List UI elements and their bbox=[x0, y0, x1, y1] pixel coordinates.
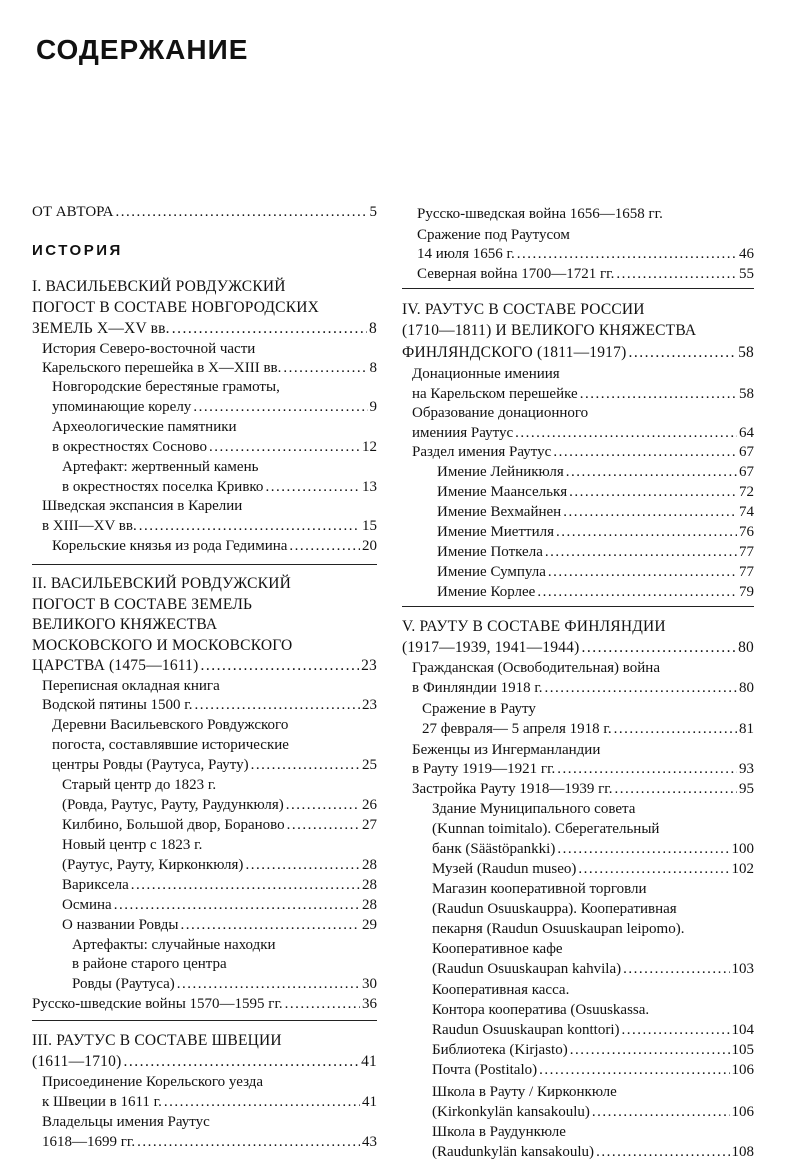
dot-leader bbox=[193, 398, 367, 417]
toc-entry-title: Кооперативная касса. bbox=[432, 982, 570, 998]
toc-entry bbox=[42, 677, 377, 696]
toc-entry bbox=[432, 960, 754, 979]
toc-entry-title: Магазин кооперативной торговли bbox=[432, 881, 647, 897]
toc-entry bbox=[432, 981, 754, 1000]
toc-entry bbox=[437, 503, 754, 522]
chapter-heading-line bbox=[402, 321, 754, 340]
toc-entry bbox=[412, 404, 754, 423]
toc-entry-title: Раздел имения Раутус bbox=[412, 444, 552, 460]
toc-entry bbox=[412, 780, 754, 799]
toc-entry bbox=[62, 916, 377, 935]
toc-entry bbox=[72, 936, 377, 955]
section-divider bbox=[402, 288, 754, 289]
dot-leader bbox=[537, 583, 737, 602]
toc-page-number: 55 bbox=[739, 266, 754, 282]
toc-entry-title: Осмина bbox=[62, 897, 112, 913]
dot-leader bbox=[578, 860, 729, 879]
toc-entry-title: в районе старого центра bbox=[72, 956, 227, 972]
toc-entry-title: Владельцы имения Раутус bbox=[42, 1114, 210, 1130]
toc-entry-title: Карельского перешейка в X—XIII вв. bbox=[42, 360, 282, 376]
chapter-heading-line bbox=[32, 656, 377, 675]
toc-entry-title: Сражение в Рауту bbox=[422, 701, 536, 717]
dot-leader bbox=[123, 1052, 359, 1071]
toc-entry bbox=[412, 385, 754, 404]
toc-entry-title: III. РАУТУС В СОСТАВЕ ШВЕЦИИ bbox=[32, 1032, 282, 1049]
toc-page-number: 8 bbox=[369, 320, 377, 337]
toc-entry bbox=[417, 226, 754, 245]
toc-page-number: 25 bbox=[362, 757, 377, 773]
toc-entry bbox=[42, 1113, 377, 1132]
toc-entry-title: в XIII—XV вв. bbox=[42, 518, 137, 534]
toc-entry-title: Русско-шведские войны 1570—1595 гг. bbox=[32, 996, 283, 1012]
section-heading bbox=[32, 241, 377, 260]
chapter-heading-line bbox=[402, 300, 754, 319]
toc-entry-title: Кооперативное кафе bbox=[432, 941, 563, 957]
toc-entry-title: Гражданская (Освободительная) война bbox=[412, 660, 660, 676]
dot-leader bbox=[245, 856, 360, 875]
toc-entry-title: Школа в Раудункюле bbox=[432, 1124, 566, 1140]
toc-entry-title: ИСТОРИЯ bbox=[32, 242, 123, 259]
toc-entry-title: Археологические памятники bbox=[52, 419, 237, 435]
toc-entry bbox=[417, 245, 754, 264]
toc-entry bbox=[72, 955, 377, 974]
toc-entry-title: О названии Ровды bbox=[62, 917, 179, 933]
toc-page-number: 41 bbox=[362, 1094, 377, 1110]
toc-entry-title: 1618—1699 гг. bbox=[42, 1134, 136, 1150]
toc-entry bbox=[62, 876, 377, 895]
dot-leader bbox=[251, 756, 360, 775]
dot-leader bbox=[614, 720, 737, 739]
toc-entry-title: в Финляндии 1918 г. bbox=[412, 680, 543, 696]
toc-entry bbox=[432, 920, 754, 939]
dot-leader bbox=[139, 517, 360, 536]
toc-entry bbox=[62, 836, 377, 855]
toc-entry-title: Новый центр с 1823 г. bbox=[62, 837, 203, 853]
toc-entry-title: V. РАУТУ В СОСТАВЕ ФИНЛЯНДИИ bbox=[402, 618, 666, 635]
toc-entry bbox=[42, 340, 377, 359]
dot-leader bbox=[286, 796, 360, 815]
dot-leader bbox=[115, 203, 367, 222]
toc-entry-title: Шведская экспансия в Карелии bbox=[42, 498, 243, 514]
toc-entry-title: пекарня (Raudun Osuuskaupan leipomo). bbox=[432, 921, 685, 937]
dot-leader bbox=[177, 975, 360, 994]
toc-entry bbox=[432, 1103, 754, 1122]
dot-leader bbox=[195, 696, 361, 715]
dot-leader bbox=[616, 265, 737, 284]
toc-entry bbox=[412, 679, 754, 698]
toc-entry-title: Новгородские берестяные грамоты, bbox=[52, 379, 280, 395]
toc-page-number: 28 bbox=[362, 857, 377, 873]
toc-entry bbox=[437, 483, 754, 502]
toc-entry-title: на Карельском перешейке bbox=[412, 386, 578, 402]
toc-page-number: 58 bbox=[739, 386, 754, 402]
dot-leader bbox=[539, 1061, 729, 1080]
toc-entry bbox=[62, 776, 377, 795]
toc-entry bbox=[432, 1143, 754, 1162]
toc-page-number: 9 bbox=[369, 399, 377, 415]
toc-entry bbox=[42, 696, 377, 715]
toc-entry-title: (Kirkonkylän kansakoulu) bbox=[432, 1104, 590, 1120]
dot-leader bbox=[545, 679, 737, 698]
toc-entry-title: центры Ровды (Раутуса, Рауту) bbox=[52, 757, 249, 773]
dot-leader bbox=[114, 896, 360, 915]
toc-entry bbox=[432, 1061, 754, 1080]
toc-page-number: 27 bbox=[362, 817, 377, 833]
toc-entry bbox=[62, 856, 377, 875]
chapter-heading-line bbox=[402, 617, 754, 636]
toc-entry bbox=[432, 800, 754, 819]
toc-page-number: 26 bbox=[362, 797, 377, 813]
dot-leader bbox=[628, 343, 736, 362]
toc-entry-title: банк (Säästöpankki) bbox=[432, 841, 556, 857]
dot-leader bbox=[556, 523, 737, 542]
toc-page-number: 29 bbox=[362, 917, 377, 933]
toc-entry bbox=[52, 418, 377, 437]
dot-leader bbox=[131, 876, 360, 895]
toc-page-number: 28 bbox=[362, 897, 377, 913]
toc-entry bbox=[42, 1133, 377, 1152]
toc-page-number: 30 bbox=[362, 976, 377, 992]
toc-entry-title: ФИНЛЯНДСКОГО (1811—1917) bbox=[402, 344, 627, 361]
chapter-heading-line bbox=[32, 1052, 377, 1071]
toc-entry-title: ЦАРСТВА (1475—1611) bbox=[32, 657, 199, 674]
toc-entry-title: (Raudun Osuuskauppa). Кооперативная bbox=[432, 901, 677, 917]
dot-leader bbox=[580, 385, 737, 404]
dot-leader bbox=[285, 995, 360, 1014]
toc-entry-title: Деревни Васильевского Ровдужского bbox=[52, 717, 289, 733]
toc-entry bbox=[432, 940, 754, 959]
toc-entry-title: погоста, составлявшие исторические bbox=[52, 737, 289, 753]
toc-page-number: 95 bbox=[739, 781, 754, 797]
toc-entry bbox=[52, 438, 377, 457]
dot-leader bbox=[623, 960, 729, 979]
toc-entry bbox=[72, 975, 377, 994]
toc-entry bbox=[422, 700, 754, 719]
dot-leader bbox=[563, 503, 737, 522]
dot-leader bbox=[596, 1143, 729, 1162]
toc-entry-title: Застройка Рауту 1918—1939 гг. bbox=[412, 781, 613, 797]
toc-entry-title: Старый центр до 1823 г. bbox=[62, 777, 217, 793]
toc-page-number: 28 bbox=[362, 877, 377, 893]
toc-entry-title: Переписная окладная книга bbox=[42, 678, 220, 694]
toc-entry bbox=[412, 365, 754, 384]
chapter-heading-line bbox=[32, 319, 377, 338]
toc-entry bbox=[42, 517, 377, 536]
toc-entry bbox=[422, 720, 754, 739]
toc-entry bbox=[432, 1021, 754, 1040]
toc-page-number: 76 bbox=[739, 524, 754, 540]
toc-entry-title: (Raudunkylän kansakoulu) bbox=[432, 1144, 595, 1160]
toc-entry-title: Присоединение Корельского уезда bbox=[42, 1074, 264, 1090]
toc-entry bbox=[417, 265, 754, 284]
dot-leader bbox=[615, 780, 737, 799]
toc-entry-title: Русско-шведская война 1656—1658 гг. bbox=[417, 206, 663, 222]
toc-entry bbox=[52, 537, 377, 556]
dot-leader bbox=[557, 760, 737, 779]
toc-entry bbox=[432, 860, 754, 879]
dot-leader bbox=[137, 1133, 360, 1152]
toc-page-number: 36 bbox=[362, 996, 377, 1012]
toc-entry bbox=[52, 756, 377, 775]
toc-page-number: 67 bbox=[739, 464, 754, 480]
toc-entry bbox=[437, 463, 754, 482]
dot-leader bbox=[287, 816, 360, 835]
toc-page-number: 8 bbox=[369, 360, 377, 376]
toc-page-number: 80 bbox=[738, 639, 754, 656]
toc-page-number: 106 bbox=[731, 1104, 754, 1120]
toc-entry-title: Музей (Raudun museo) bbox=[432, 861, 577, 877]
toc-entry bbox=[432, 1001, 754, 1020]
toc-page-number: 5 bbox=[369, 204, 377, 220]
toc-entry-title: ПОГОСТ В СОСТАВЕ НОВГОРОДСКИХ bbox=[32, 299, 320, 316]
toc-entry-title: (1710—1811) И ВЕЛИКОГО КНЯЖЕСТВА bbox=[402, 322, 697, 339]
toc-page-number: 46 bbox=[739, 246, 754, 262]
toc-entry-title: (Kunnan toimitalo). Сберегательный bbox=[432, 821, 660, 837]
toc-entry bbox=[432, 820, 754, 839]
toc-entry-title: II. ВАСИЛЬЕВСКИЙ РОВДУЖСКИЙ bbox=[32, 575, 292, 592]
toc-entry-title: Корельские князья из рода Гедимина bbox=[52, 538, 288, 554]
dot-leader bbox=[200, 656, 359, 675]
toc-entry-title: в Рауту 1919—1921 гг. bbox=[412, 761, 556, 777]
toc-page-number: 93 bbox=[739, 761, 754, 777]
dot-leader bbox=[517, 245, 737, 264]
toc-entry-title: Килбино, Большой двор, Бораново bbox=[62, 817, 285, 833]
toc-entry bbox=[52, 736, 377, 755]
dot-leader bbox=[289, 537, 360, 556]
toc-page-number: 79 bbox=[739, 584, 754, 600]
toc-entry-title: Контора кооператива (Osuuskassa. bbox=[432, 1002, 650, 1018]
toc-entry-title: (1917—1939, 1941—1944) bbox=[402, 639, 580, 656]
toc-entry-title: 27 февраля— 5 апреля 1918 г. bbox=[422, 721, 612, 737]
toc-entry-title: Библиотека (Kirjasto) bbox=[432, 1042, 568, 1058]
toc-entry bbox=[42, 1093, 377, 1112]
dot-leader bbox=[265, 478, 360, 497]
toc-entry bbox=[32, 203, 377, 222]
toc-page-number: 81 bbox=[739, 721, 754, 737]
toc-entry-title: Почта (Postitalo) bbox=[432, 1062, 538, 1078]
toc-page-number: 20 bbox=[362, 538, 377, 554]
toc-entry-title: ОТ АВТОРА bbox=[32, 204, 114, 220]
dot-leader bbox=[570, 1041, 730, 1060]
toc-entry-title: Имение Корлее bbox=[437, 584, 536, 600]
toc-page-number: 64 bbox=[739, 425, 754, 441]
toc-entry bbox=[432, 900, 754, 919]
toc-entry bbox=[437, 543, 754, 562]
section-divider bbox=[32, 1020, 377, 1021]
toc-page-number: 12 bbox=[362, 439, 377, 455]
toc-page-number: 106 bbox=[731, 1062, 754, 1078]
toc-entry-title: Имение Поткела bbox=[437, 544, 543, 560]
toc-entry bbox=[432, 840, 754, 859]
section-divider bbox=[32, 564, 377, 565]
dot-leader bbox=[172, 319, 367, 338]
toc-entry-title: имениия Раутус bbox=[412, 425, 514, 441]
toc-entry-title: Северная война 1700—1721 гг. bbox=[417, 266, 615, 282]
toc-entry-title: ЗЕМЕЛЬ X—XV вв. bbox=[32, 320, 170, 337]
dot-leader bbox=[545, 543, 737, 562]
toc-entry-title: Водской пятины 1500 г. bbox=[42, 697, 193, 713]
toc-entry-title: в окрестностях поселка Кривко bbox=[62, 479, 264, 495]
toc-entry bbox=[412, 659, 754, 678]
toc-entry-title: Артефакт: жертвенный камень bbox=[62, 459, 259, 475]
toc-entry-title: ВЕЛИКОГО КНЯЖЕСТВА bbox=[32, 616, 218, 633]
toc-entry-title: (Раутус, Рауту, Кирконкюля) bbox=[62, 857, 244, 873]
toc-entry-title: (Ровда, Раутус, Рауту, Раудункюля) bbox=[62, 797, 284, 813]
toc-page-number: 72 bbox=[739, 484, 754, 500]
toc-entry-title: МОСКОВСКОГО И МОСКОВСКОГО bbox=[32, 637, 293, 654]
chapter-heading-line bbox=[32, 615, 377, 634]
toc-entry bbox=[412, 760, 754, 779]
toc-entry bbox=[432, 1041, 754, 1060]
toc-page-number: 41 bbox=[361, 1053, 377, 1070]
dot-leader bbox=[557, 840, 729, 859]
toc-entry bbox=[437, 583, 754, 602]
toc-entry-title: Образование донационного bbox=[412, 405, 589, 421]
toc-entry-title: Ровды (Раутуса) bbox=[72, 976, 175, 992]
dot-leader bbox=[515, 424, 737, 443]
toc-entry-title: Здание Муниципального совета bbox=[432, 801, 636, 817]
toc-entry bbox=[62, 458, 377, 477]
chapter-heading-line bbox=[402, 638, 754, 657]
chapter-heading-line bbox=[32, 298, 377, 317]
toc-entry-title: IV. РАУТУС В СОСТАВЕ РОССИИ bbox=[402, 301, 645, 318]
toc-entry-title: в окрестностях Сосново bbox=[52, 439, 207, 455]
toc-entry-title: (1611—1710) bbox=[32, 1053, 122, 1070]
dot-leader bbox=[553, 443, 737, 462]
toc-page-number: 67 bbox=[739, 444, 754, 460]
toc-entry bbox=[412, 741, 754, 760]
toc-page-number: 77 bbox=[739, 564, 754, 580]
chapter-heading-line bbox=[32, 636, 377, 655]
toc-entry bbox=[412, 424, 754, 443]
toc-entry bbox=[42, 359, 377, 378]
toc-page-number: 102 bbox=[731, 861, 754, 877]
toc-page-number: 105 bbox=[731, 1042, 754, 1058]
toc-page-number: 103 bbox=[731, 961, 754, 977]
toc-entry-title: упоминающие корелу bbox=[52, 399, 192, 415]
toc-entry bbox=[62, 796, 377, 815]
toc-entry-title: Имение Лейникюля bbox=[437, 464, 564, 480]
toc-entry bbox=[412, 443, 754, 462]
toc-page-number: 23 bbox=[362, 697, 377, 713]
toc-entry-title: Донационные имениия bbox=[412, 366, 560, 382]
toc-entry bbox=[52, 716, 377, 735]
toc-entry-title: к Швеции в 1611 г. bbox=[42, 1094, 162, 1110]
toc-page-number: 43 bbox=[362, 1134, 377, 1150]
dot-leader bbox=[566, 463, 737, 482]
toc-entry bbox=[437, 523, 754, 542]
toc-page-number: 108 bbox=[731, 1144, 754, 1160]
chapter-heading-line bbox=[32, 574, 377, 593]
chapter-heading-line bbox=[32, 595, 377, 614]
toc-entry-title: ПОГОСТ В СОСТАВЕ ЗЕМЕЛЬ bbox=[32, 596, 253, 613]
toc-entry bbox=[432, 1083, 754, 1102]
toc-entry-title: Raudun Osuuskaupan konttori) bbox=[432, 1022, 620, 1038]
toc-page-number: 80 bbox=[739, 680, 754, 696]
dot-leader bbox=[621, 1021, 729, 1040]
toc-entry bbox=[62, 478, 377, 497]
toc-entry-title: Артефакты: случайные находки bbox=[72, 937, 276, 953]
toc-page-number: 100 bbox=[731, 841, 754, 857]
dot-leader bbox=[592, 1103, 730, 1122]
toc-entry-title: (Raudun Osuuskaupan kahvila) bbox=[432, 961, 622, 977]
dot-leader bbox=[283, 359, 367, 378]
toc-entry bbox=[432, 1123, 754, 1142]
toc-entry-title: Школа в Рауту / Кирконкюле bbox=[432, 1084, 617, 1100]
section-divider bbox=[402, 606, 754, 607]
toc-page-number: 23 bbox=[361, 657, 377, 674]
toc-entry bbox=[437, 563, 754, 582]
toc-entry bbox=[52, 378, 377, 397]
toc-entry-title: I. ВАСИЛЬЕВСКИЙ РОВДУЖСКИЙ bbox=[32, 278, 286, 295]
toc-entry bbox=[32, 995, 377, 1014]
toc-entry-title: Имение Вехмайнен bbox=[437, 504, 562, 520]
toc-entry-title: История Северо-восточной части bbox=[42, 341, 256, 357]
dot-leader bbox=[569, 483, 737, 502]
toc-page-number: 15 bbox=[362, 518, 377, 534]
toc-entry bbox=[417, 205, 754, 224]
dot-leader bbox=[209, 438, 360, 457]
toc-entry bbox=[42, 1073, 377, 1092]
chapter-heading-line bbox=[32, 1031, 377, 1050]
toc-entry bbox=[42, 497, 377, 516]
toc-entry-title: Сражение под Раутусом bbox=[417, 227, 570, 243]
page-title: СОДЕРЖАНИЕ bbox=[36, 34, 249, 65]
dot-leader bbox=[180, 916, 360, 935]
chapter-heading-line bbox=[402, 343, 754, 362]
toc-entry-title: Имение Сумпула bbox=[437, 564, 546, 580]
toc-entry-title: Вариксела bbox=[62, 877, 129, 893]
toc-page-number: 58 bbox=[738, 344, 754, 361]
dot-leader bbox=[548, 563, 737, 582]
toc-entry bbox=[62, 896, 377, 915]
toc-entry bbox=[432, 880, 754, 899]
toc-entry bbox=[52, 398, 377, 417]
toc-page-number: 104 bbox=[731, 1022, 754, 1038]
toc-entry bbox=[62, 816, 377, 835]
chapter-heading-line bbox=[32, 277, 377, 296]
toc-page-number: 13 bbox=[362, 479, 377, 495]
toc-entry-title: 14 июля 1656 г. bbox=[417, 246, 515, 262]
toc-entry-title: Беженцы из Ингерманландии bbox=[412, 742, 601, 758]
dot-leader bbox=[164, 1093, 360, 1112]
toc-entry-title: Имение Миеттиля bbox=[437, 524, 554, 540]
dot-leader bbox=[581, 638, 736, 657]
toc-page-number: 74 bbox=[739, 504, 754, 520]
toc-page-number: 77 bbox=[739, 544, 754, 560]
toc-entry-title: Имение Маанселькя bbox=[437, 484, 568, 500]
